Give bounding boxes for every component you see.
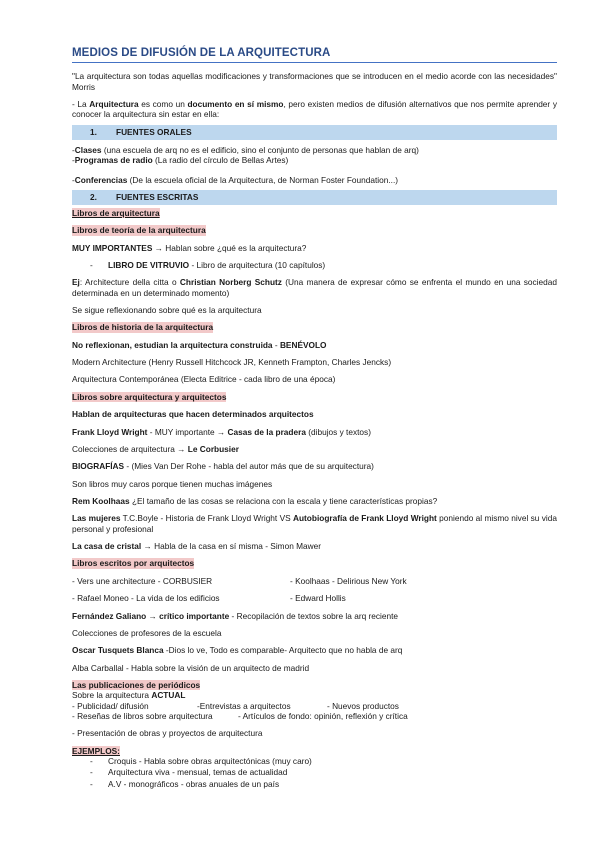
list-item [72, 779, 557, 789]
teoria-muy-importantes [72, 243, 557, 253]
text: - Edward Hollis [290, 593, 346, 604]
sobre-line-7 [72, 513, 557, 534]
bold-text: Casas de la pradera [227, 426, 306, 437]
dash-marker: - [72, 174, 75, 185]
escritos-row-1 [72, 576, 557, 586]
dash-marker: - [90, 778, 93, 789]
historia-line-3: Arquitectura Contemporánea (Electa Editrice - cada libro de una época) [72, 374, 336, 385]
section-label: FUENTES ESCRITAS [116, 192, 199, 203]
section-label: FUENTES ORALES [116, 127, 192, 138]
dash-marker: - [90, 259, 93, 270]
heading-publicaciones: Las publicaciones de periódicos [72, 679, 201, 690]
item-text: (una escuela de arq no es el edificio, sino el conjunto de personas que hablan de arq) [101, 144, 419, 155]
bold-text: Le Corbusier [187, 443, 239, 454]
bold-text: BIOGRAFÍAS [72, 461, 125, 472]
section-fuentes-escritas [72, 190, 557, 205]
periodicos-sub [72, 690, 557, 700]
bold-text: La casa de cristal [72, 541, 142, 552]
dash-marker: - [72, 144, 75, 155]
heading-ejemplos: EJEMPLOS: [72, 745, 120, 756]
text: A.V - monográficos - obras anuales de un país [108, 778, 280, 789]
teoria-sigue: Se sigue reflexionando sobre qué es la arquitectura [72, 305, 262, 316]
item-text: (La radio del círculo de Bellas Artes) [152, 155, 289, 166]
item-bold: Programas de radio [74, 155, 153, 166]
historia-line-1 [72, 340, 557, 350]
text: (Una manera de expresar cómo se enfrenta el mundo en una sociedad determinada en un determinado momento) [72, 277, 557, 298]
heading-libros-escritos: Libros escritos por arquitectos [72, 558, 195, 569]
bold-text: MUY IMPORTANTES [72, 242, 153, 253]
sobre-line-5: Son libros muy caros porque tienen muchas imágenes [72, 478, 273, 489]
item-bold: Conferencias [74, 174, 128, 185]
intro-bold-documento: documento en sí mismo [187, 99, 284, 110]
bold-text: BENÉVOLO [279, 339, 327, 350]
text: Sobre la arquitectura [72, 690, 152, 701]
text: poniendo al mismo nivel su vida personal y profesional [72, 513, 557, 534]
text: -Entrevistas a arquitectos [197, 700, 291, 711]
quote-paragraph [72, 71, 557, 92]
text: -Dios lo ve, Todo es comparable- Arquitecto que no habla de arq [163, 645, 403, 656]
list-item [72, 175, 557, 185]
text: - [272, 339, 280, 350]
text: → Habla de la casa en sí misma - Simon Mawer [141, 541, 322, 552]
text: - Vers une architecture - CORBUSIER [72, 575, 213, 586]
bold-text: Oscar Tusquets Blanca [72, 645, 164, 656]
sobre-line-8 [72, 541, 557, 551]
sobre-line-1 [72, 409, 557, 419]
quote-text: "La arquitectura son todas aquellas modificaciones y transformaciones que se introducen en el medio acorde con las necesidades" [72, 71, 557, 82]
heading-libros-sobre: Libros sobre arquitectura y arquitectos [72, 391, 227, 402]
sobre-line-2 [72, 427, 557, 437]
text: - (Mies Van Der Rohe - habla del autor más que de su arquitectura) [124, 461, 374, 472]
bold-text: No reflexionan, estudian la arquitectura construida [72, 339, 273, 350]
section-number: 1. [90, 127, 97, 138]
escritos-line-5 [72, 645, 557, 655]
bold-text: Christian Norberg Schutz [179, 277, 282, 288]
section-fuentes-orales [72, 125, 557, 140]
item-bold: Clases [74, 144, 102, 155]
text: Colecciones de arquitectura → [72, 443, 188, 454]
bold-text: Ej [72, 277, 80, 288]
intro-paragraph [72, 99, 557, 120]
intro-text-e: , pero existen medios de difusión alternativos que nos permite aprender y conocer la arquitectura sin estar en ella: [72, 99, 557, 120]
text: - Rafael Moneo - La vida de los edificios [72, 593, 220, 604]
escritos-line-4: Colecciones de profesores de la escuela [72, 627, 222, 638]
quote-author: Morris [72, 81, 96, 92]
text: - Nuevos productos [327, 700, 399, 711]
section-number: 2. [90, 192, 97, 203]
item-text: (De la escuela oficial de la Arquitectura, de Norman Foster Foundation...) [127, 174, 399, 185]
text: - Artículos de fondo: opinión, reflexión y crítica [238, 711, 408, 722]
list-item [72, 756, 557, 766]
text: → Hablan sobre ¿qué es la arquitectura? [152, 242, 307, 253]
text: - Koolhaas - Delirious New York [290, 575, 407, 586]
sobre-line-3 [72, 444, 557, 454]
dash-marker: - [90, 767, 93, 778]
text: (dibujos y textos) [305, 426, 371, 437]
text: Croquis - Habla sobre obras arquitectónicas (muy caro) [108, 756, 312, 767]
text: Arquitectura viva - mensual, temas de actualidad [108, 767, 288, 778]
sobre-line-4 [72, 461, 557, 471]
text: - Recopilación de textos sobre la arq reciente [229, 610, 399, 621]
heading-libros-teoria: Libros de teoría de la arquitectura [72, 225, 206, 236]
bold-text: Frank Lloyd Wright [72, 426, 148, 437]
bold-text: ACTUAL [151, 690, 186, 701]
periodicos-row-3: - Presentación de obras y proyectos de arquitectura [72, 728, 263, 739]
dash-marker: - [90, 756, 93, 767]
text: ¿El tamaño de las cosas se relaciona con la escala y tiene características propias? [129, 496, 438, 506]
text: - Publicidad/ difusión [72, 700, 149, 711]
bold-text: Las mujeres [72, 513, 121, 524]
bold-text: Autobiografía de Frank Lloyd Wright [292, 513, 437, 524]
heading-libros-arquitectura: Libros de arquitectura [72, 207, 160, 218]
intro-text-c: es como un [138, 99, 188, 110]
sobre-line-6 [72, 496, 557, 506]
bold-text: LIBRO DE VITRUVIO [108, 259, 190, 270]
text: - Reseñas de libros sobre arquitectura [72, 711, 213, 722]
document-title: MEDIOS DE DIFUSIÓN DE LA ARQUITECTURA [72, 46, 557, 63]
historia-line-2: Modern Architecture (Henry Russell Hitchcock JR, Kenneth Frampton, Charles Jencks) [72, 357, 392, 368]
escritos-line-6: Alba Carballal - Habla sobre la visión de un arquitecto de madrid [72, 662, 310, 673]
intro-bold-arquitectura: Arquitectura [89, 99, 139, 110]
dash-marker: - [72, 155, 75, 166]
teoria-ejemplo [72, 277, 557, 298]
list-item [72, 155, 557, 165]
text: - MUY importante → [147, 426, 228, 437]
list-item [72, 767, 557, 777]
periodicos-row-1 [72, 701, 557, 711]
escritos-line-3 [72, 611, 557, 621]
periodicos-row-2 [72, 711, 557, 721]
heading-libros-historia: Libros de historia de la arquitectura [72, 322, 214, 333]
text: : Architecture della citta o [79, 277, 180, 288]
list-item-vitruvio [72, 260, 557, 270]
bold-text: Fernández Galiano → crítico importante [72, 610, 230, 621]
bold-text: Hablan de arquitecturas que hacen determinados arquitectos [72, 409, 314, 420]
escritos-row-2 [72, 593, 557, 603]
text: - Libro de arquitectura (10 capítulos) [189, 259, 326, 270]
bold-text: Rem Koolhaas [72, 496, 130, 506]
list-item [72, 145, 557, 155]
text: T.C.Boyle - Historia de Frank Lloyd Wright VS [120, 513, 293, 524]
intro-text-a: - La [72, 99, 90, 110]
